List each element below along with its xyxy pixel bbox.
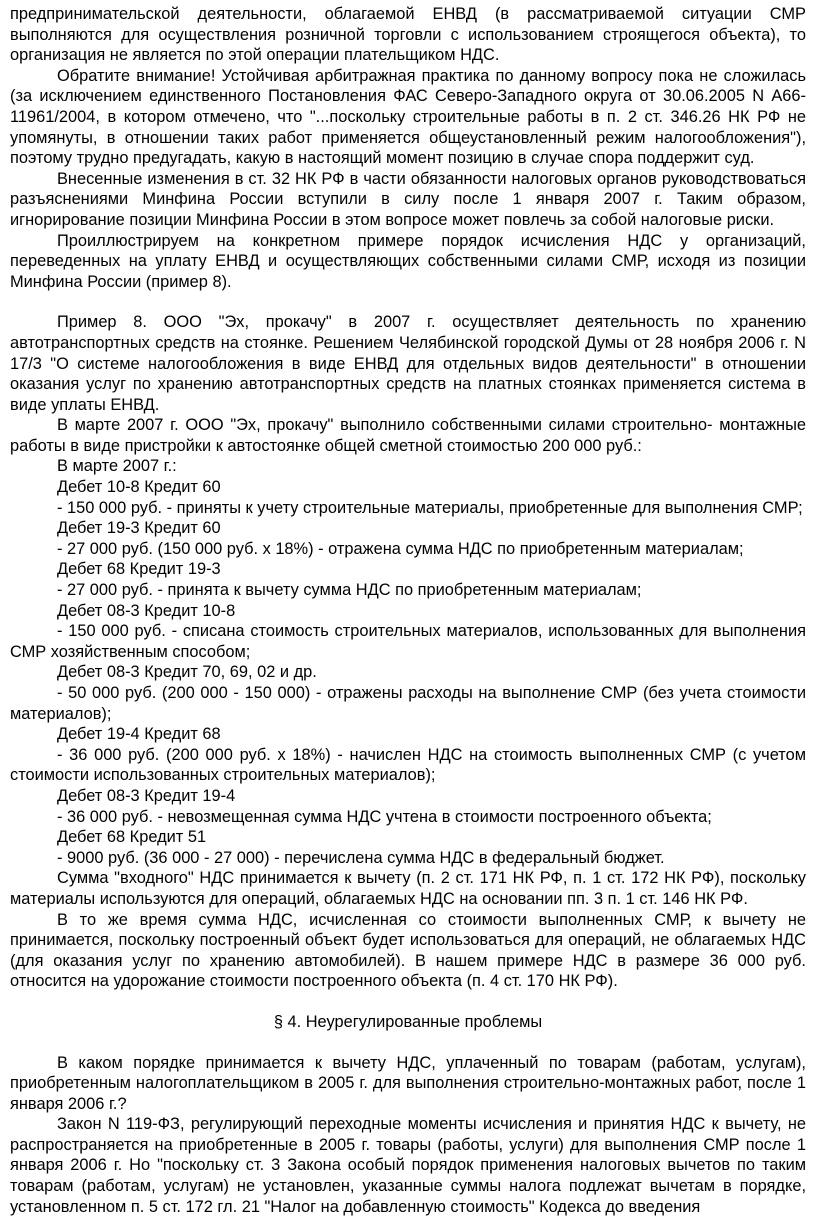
- entry-debit-credit: Дебет 08-3 Кредит 70, 69, 02 и др.: [57, 663, 317, 682]
- spacer: [10, 292, 806, 312]
- entry-debit-credit: Дебет 19-3 Кредит 60: [57, 519, 221, 538]
- paragraph-example-8: Пример 8. ООО "Эх, прокачу" в 2007 г. осуществляет деятельность по хранению автотранспортных средств на стоянке. Решением Челябинской городской Думы от 28 ноября 2006 г. N 17/3 "О системе налогообложения в виде ЕНВД для отдельных видов деятельности" в отношении оказания услуг по хранению автотранспортных средств на платных стоянках применяется система в виде уплаты ЕНВД.: [10, 313, 806, 414]
- paragraph-arbitration-note: Обратите внимание! Устойчивая арбитражная практика по данному вопросу пока не сложилась (за исключением единственного Постановления ФАС Северо-Западного округа от 30.06.2005 N А66-11961/2004, в котором отмечено, что "...поскольку строительные работы в п. 2 ст. 346.26 НК РФ не упомянуты, в отношении таких работ применяется общеустановленный режим налогообложения"), поэтому трудно предугадать, какую в настоящий момент позицию в случае спора поддержит суд.: [10, 66, 806, 168]
- entry-description: - 27 000 руб. - принята к вычету сумма НДС по приобретенным материалам;: [57, 581, 642, 600]
- entry-debit-credit: Дебет 68 Кредит 19-3: [57, 560, 221, 579]
- entry-debit-credit: Дебет 68 Кредит 51: [57, 828, 207, 847]
- entry-description: - 150 000 руб. - приняты к учету строительные материалы, приобретенные для выполнения СМР;: [57, 498, 803, 517]
- paragraph-illustration-intro: Проиллюстрируем на конкретном примере порядок исчисления НДС у организаций, переведенных на уплату ЕНВД и осуществляющих собственными силами СМР, исходя из позиции Минфина России (пример 8).: [10, 231, 806, 291]
- entry-debit-credit: Дебет 08-3 Кредит 19-4: [57, 786, 236, 805]
- entry-description: - 150 000 руб. - списана стоимость строительных материалов, использованных для выполнения СМР хозяйственным способом;: [10, 622, 806, 661]
- paragraph-input-vat: Сумма "входного" НДС принимается к вычету (п. 2 ст. 171 НК РФ, п. 1 ст. 172 НК РФ), поскольку материалы используются для операций, облагаемых НДС на основании пп. 3 п. 1 ст. 146 НК РФ.: [10, 869, 806, 908]
- section-heading: § 4. Неурегулированные проблемы: [273, 1012, 543, 1031]
- entry-debit-credit: Дебет 19-4 Кредит 68: [57, 725, 221, 744]
- paragraph-amendments: Внесенные изменения в ст. 32 НК РФ в части обязанности налоговых органов руководствоваться разъяснениями Минфина России вступили в силу после 1 января 2007 г. Таким образом, игнорирование позиции Минфина России в этом вопросе может повлечь за собой налоговые риски.: [10, 169, 806, 229]
- entry-debit-credit: Дебет 08-3 Кредит 10-8: [57, 601, 236, 620]
- entry-debit-credit: Дебет 10-8 Кредит 60: [57, 478, 221, 497]
- paragraph-question: В каком порядке принимается к вычету НДС, уплаченный по товарам (работам, услугам), приобретенным налогоплательщиком в 2005 г. для выполнения строительно-монтажных работ, после 1 января 2006 г.?: [10, 1053, 806, 1113]
- entry-date: В марте 2007 г.:: [57, 457, 177, 476]
- paragraph-march-works: В марте 2007 г. ООО "Эх, прокачу" выполнило собственными силами строительно- монтажные работы в виде пристройки к автостоянке общей сметной стоимостью 200 000 руб.:: [10, 416, 806, 455]
- paragraph-continuation: предпринимательской деятельности, облагаемой ЕНВД (в рассматриваемой ситуации СМР выполняются для осуществления розничной торговли с использованием строящегося объекта), то организация не является по этой операции плательщиком НДС.: [10, 5, 806, 65]
- entry-description: - 50 000 руб. (200 000 - 150 000) - отражены расходы на выполнение СМР (без учета стоимости материалов);: [10, 684, 806, 723]
- paragraph-law-119: Закон N 119-ФЗ, регулирующий переходные моменты исчисления и принятия НДС к вычету, не распространяется на приобретенные в 2005 г. товары (работы, услуги) для выполнения СМР после 1 января 2006 г. Но "поскольку ст. 3 Закона особый порядок применения налоговых вычетов по таким товарам (работам, услугам) не установлен, указанные суммы налога подлежат вычетам в порядке, установленном п. 5 ст. 172 гл. 21 "Налог на добавленную стоимость" Кодекса до введения: [10, 1115, 806, 1216]
- entry-description: - 27 000 руб. (150 000 руб. x 18%) - отражена сумма НДС по приобретенным материалам;: [57, 539, 744, 558]
- entry-description: - 9000 руб. (36 000 - 27 000) - перечислена сумма НДС в федеральный бюджет.: [57, 848, 665, 867]
- spacer: [10, 992, 806, 1012]
- entry-description: - 36 000 руб. - невозмещенная сумма НДС учтена в стоимости построенного объекта;: [57, 807, 712, 826]
- paragraph-vat-not-deductible: В то же время сумма НДС, исчисленная со стоимости выполненных СМР, к вычету не принимается, поскольку построенный объект будет использоваться для операций, не облагаемых НДС (для оказания услуг по хранению автомобилей). В нашем примере НДС в размере 36 000 руб. относится на удорожание стоимости построенного объекта (п. 4 ст. 170 НК РФ).: [10, 910, 806, 991]
- spacer: [10, 1033, 806, 1053]
- entry-description: - 36 000 руб. (200 000 руб. x 18%) - начислен НДС на стоимость выполненных СМР (с учетом стоимости использованных строительных материалов);: [10, 745, 806, 785]
